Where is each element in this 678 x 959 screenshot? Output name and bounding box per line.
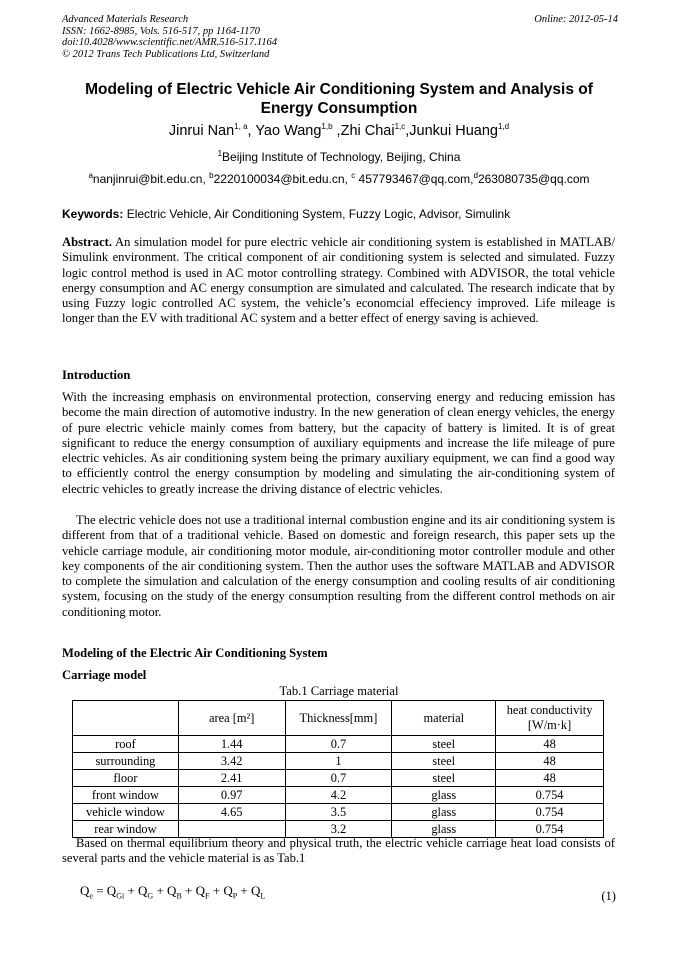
table-cell: 3.5 <box>285 804 392 821</box>
table-cell: glass <box>392 821 496 838</box>
abstract-label: Abstract. <box>62 235 113 249</box>
table-row <box>73 821 604 838</box>
table-row <box>73 804 604 821</box>
table-cell: front window <box>73 787 179 804</box>
keywords-label: Keywords: <box>62 207 124 221</box>
table-cell: vehicle window <box>73 804 179 821</box>
table-cell: steel <box>392 753 496 770</box>
table-cell: 0.754 <box>496 821 604 838</box>
table-cell: roof <box>73 736 179 753</box>
author: Zhi Chai$^{1,c}$, <box>340 122 410 139</box>
table-cell: 3.42 <box>178 753 285 770</box>
table-cell: 4.2 <box>285 787 392 804</box>
journal-issn: ISSN: 1662-8985, Vols. 516-517, pp 1164-1170 <box>62 25 260 37</box>
author: Yao Wang$^{1,b}$ , <box>255 122 341 139</box>
table-cell: 0.7 <box>285 770 392 787</box>
section-heading: Modeling of the Electric Air Conditioning System <box>62 646 328 660</box>
introduction-heading: Introduction <box>62 368 131 382</box>
table-cell: 1.44 <box>178 736 285 753</box>
keywords-text: Electric Vehicle, Air Conditioning System, Fuzzy Logic, Advisor, Simulink <box>123 207 511 221</box>
table-cell: glass <box>392 787 496 804</box>
table-cell: 48 <box>496 770 604 787</box>
table-cell: 0.97 <box>178 787 285 804</box>
table-cell: 3.2 <box>285 821 392 838</box>
equation-1: $Q_e = Q_{Gi} + Q_G + Q_B + Q_F + Q_P + Q_L$ <box>80 883 266 901</box>
table-caption: Tab.1 Carriage material <box>279 684 399 698</box>
subsection-heading: Carriage model <box>62 668 147 682</box>
table-cell: floor <box>73 770 179 787</box>
table-cell: 2.41 <box>178 770 285 787</box>
table-header-cell: Thickness[mm] <box>285 701 392 736</box>
carriage-material-table <box>72 700 604 838</box>
journal-doi: doi:10.4028/www.scientific.net/AMR.516-517.1164 <box>62 37 278 48</box>
table-header-cell <box>73 701 179 736</box>
affiliation: $^1$Beijing Institute of Technology, Beijing, China <box>217 149 461 164</box>
table-cell: rear window <box>73 821 179 838</box>
table-cell: 0.754 <box>496 804 604 821</box>
table-header-row <box>73 701 604 736</box>
table-cell: 0.7 <box>285 736 392 753</box>
journal-name: Advanced Materials Research <box>62 14 189 25</box>
table-cell: 48 <box>496 753 604 770</box>
equation-number: (1) <box>601 889 616 903</box>
abstract-text: An simulation model for pure electric vehicle air conditioning system is established in MATLAB/ Simulink environment. The critical component of air conditioning system is selected and simulated. Fuzzy logic control method is used in AC motor controlling strategy. Combined with ADVISOR, the total vehicle energy consumption and AC energy consumption are simulated and calculated. The research indicate that by using Fuzzy logic controlled AC system, the vehicle’s economcial effeciency improved. Life mileage is longer than the EV with traditional AC system and a better effect of energy saving is achieved. <box>62 235 615 326</box>
table-cell: surrounding <box>73 753 179 770</box>
author-list <box>62 123 616 139</box>
table-follow-paragraph: Based on thermal equilibrium theory and physical truth, the electric vehicle carriage heat load consists of several parts and the vehicle material is as Tab.1 <box>62 836 615 866</box>
table-cell <box>178 821 285 838</box>
table-row <box>73 770 604 787</box>
keywords <box>62 207 618 221</box>
table-cell: glass <box>392 804 496 821</box>
table-row <box>73 753 604 770</box>
table-cell: 48 <box>496 736 604 753</box>
table-row <box>73 736 604 753</box>
author-emails: $^a$nanjinrui@bit.edu.cn, $^b$2220100034@bit.edu.cn, $^c$ 457793467@qq.com,$^d$263080735@qq.com <box>88 171 590 186</box>
table-cell: 0.754 <box>496 787 604 804</box>
introduction-paragraph-2: The electric vehicle does not use a traditional internal combustion engine and its air conditioning system is different from that of a traditional vehicle. Based on domestic and foreign research, this paper sets up the vehicle carriage module, air conditioning motor module, air-conditioning motor controller module and other key components of the air conditioning system. Then the author uses the software MATLAB and ADVISOR to complete the simulation and calculation of the energy consumption and cooling results of air conditioning system, focusing on the study of the energy consumption resulting from the different control methods on air conditioning motor. <box>62 513 615 619</box>
introduction-paragraph-1: With the increasing emphasis on environmental protection, conserving energy and reducing emission has become the main direction of automotive industry. In the new generation of clean energy vehicles, the energy of pure electric vehicle mainly comes from battery, but the capacity of battery is limited. It is of great significant to reduce the energy consumption of auxiliary equipments and increase the life mileage of pure electric vehicles. As air conditioning system being the primary auxiliary equipment, we can find a good way to efficiently control the energy consumption by modeling and simulating the air-conditioning system of electric vehicles to greatly increase the driving distance of electric vehicles. <box>62 390 615 496</box>
journal-copyright: © 2012 Trans Tech Publications Ltd, Switzerland <box>62 48 270 60</box>
table-header-cell: area [m²] <box>178 701 285 736</box>
journal-header <box>62 14 618 60</box>
paper-title: Modeling of Electric Vehicle Air Conditioning System and Analysis of Energy Consumption <box>85 81 593 117</box>
table-header-cell: heat conductivity [W/m·k] <box>496 701 604 736</box>
table-cell: 4.65 <box>178 804 285 821</box>
table-header-cell: material <box>392 701 496 736</box>
table-cell: steel <box>392 770 496 787</box>
author: Junkui Huang$^{1,d}$ <box>409 122 510 139</box>
online-date: Online: 2012-05-14 <box>534 14 618 25</box>
table-cell: 1 <box>285 753 392 770</box>
table-cell: steel <box>392 736 496 753</box>
abstract <box>62 235 615 327</box>
table-row <box>73 787 604 804</box>
author: Jinrui Nan$^{1, a}$, <box>168 122 256 139</box>
